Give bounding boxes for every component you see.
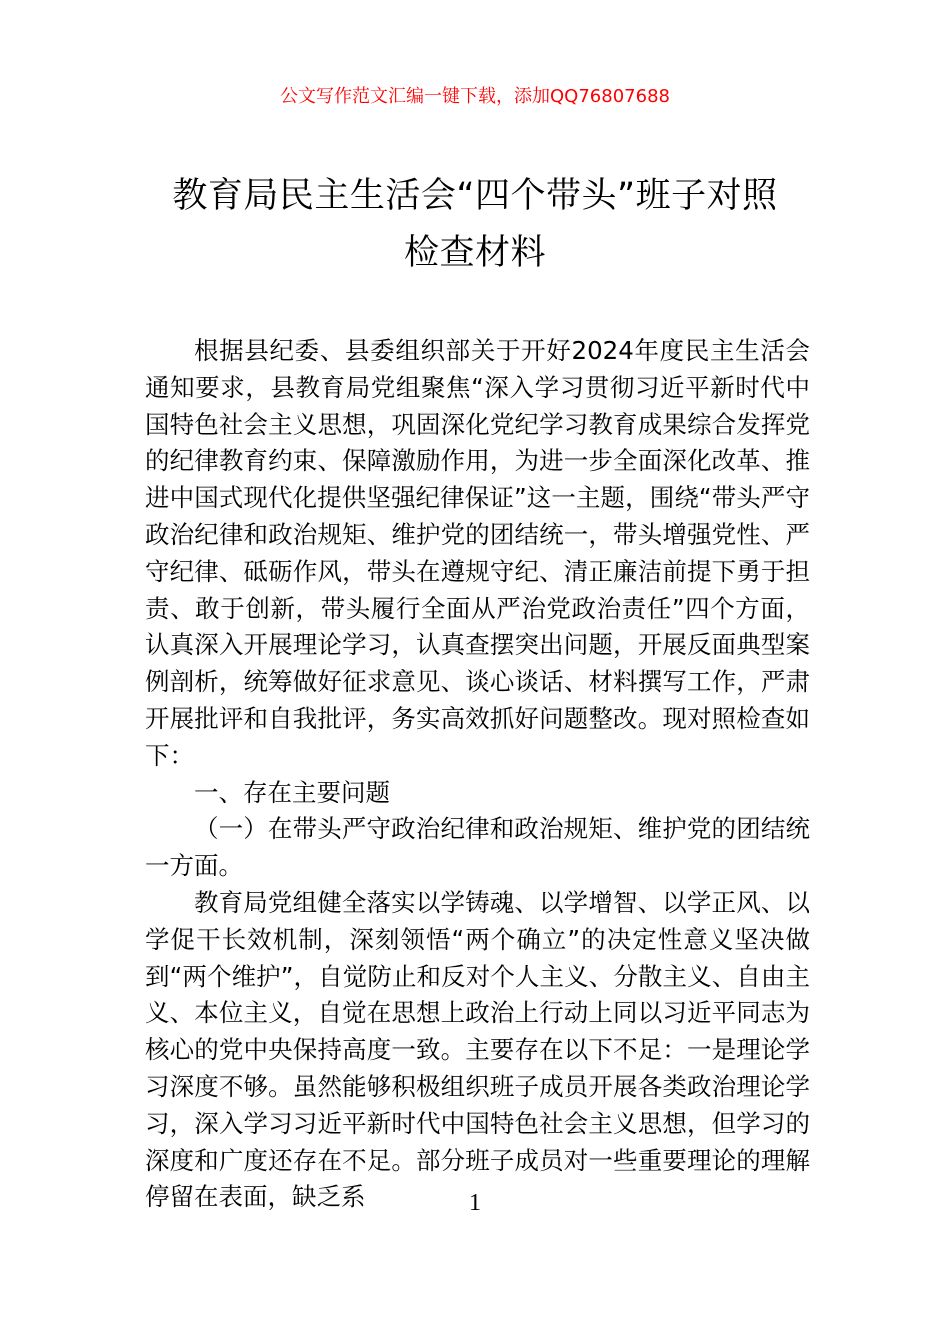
- download-banner: 公文写作范文汇编一键下载，添加QQ76807688: [280, 86, 670, 107]
- section-heading: 一、存在主要问题: [194, 777, 390, 807]
- subsection-heading: （一）在带头严守政治纪律和政治规矩、维护党的团结统一方面。: [145, 814, 810, 881]
- title-line-2: 检查材料: [403, 233, 546, 273]
- document-title: [100, 168, 850, 282]
- document-body: [145, 333, 810, 1216]
- intro-paragraph: 根据县纪委、县委组织部关于开好2024年度民主生活会通知要求，县教育局党组聚焦“深入学习贯彻习近平新时代中国特色社会主义思想，巩固深化党纪学习教育成果综合发挥党的纪律教育约束、保障激励作用，为进一步全面深化改革、推进中国式现代化提供坚强纪律保证”这一主题，围绕“带头严守政治纪律和政治规矩、维护党的团结统一，带头增强党性、严守纪律、砥砺作风，带头在遵规守纪、清正廉洁前提下勇于担责、敢于创新，带头履行全面从严治党政治责任”四个方面，认真深入开展理论学习，认真查摆突出问题，开展反面典型案例剖析，统筹做好征求意见、谈心谈话、材料撰写工作，严肃开展批评和自我批评，务实高效抓好问题整改。现对照检查如下：: [145, 336, 810, 770]
- page-number: 1: [469, 1190, 481, 1216]
- title-line-1: 教育局民主生活会“四个带头”班子对照: [172, 176, 778, 216]
- body-paragraph: 教育局党组健全落实以学铸魂、以学增智、以学正风、以学促干长效机制，深刻领悟“两个确立”的决定性意义坚决做到“两个维护”，自觉防止和反对个人主义、分散主义、自由主义、本位主义，自觉在思想上政治上行动上同以习近平同志为核心的党中央保持高度一致。主要存在以下不足：一是理论学习深度不够。虽然能够积极组织班子成员开展各类政治理论学习，深入学习习近平新时代中国特色社会主义思想，但学习的深度和广度还存在不足。部分班子成员对一些重要理论的理解停留在表面，缺乏系: [145, 887, 810, 1212]
